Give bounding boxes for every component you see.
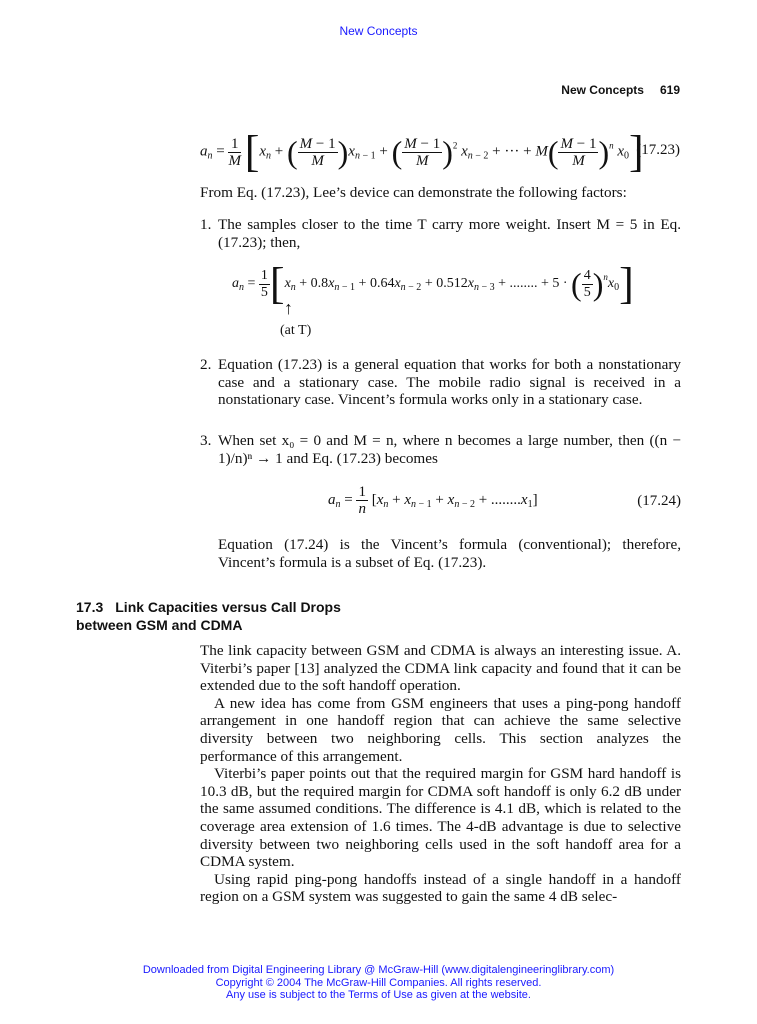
arrow-up-icon: ↑ (284, 298, 293, 318)
list-item-2-text: Equation (17.23) is a general equation that works for both a nonstationary case and a stationary case. The mobile radio signal is received in a nonstationary case. Vincent’s formula works only in a stationary case. (218, 356, 681, 409)
section-title-line1: Link Capacities versus Call Drops (115, 599, 341, 615)
section-body (200, 642, 681, 906)
list-item-1: 1. The samples closer to the time T carry more weight. Insert M = 5 in Eq. (17.23); then, (200, 216, 681, 251)
list-item-2: 2. Equation (17.23) is a general equation that works for both a nonstationary case and a stationary case. The mobile radio signal is received in a nonstationary case. Vincent’s formula works only in a stationary case. (200, 356, 681, 409)
running-head (500, 83, 680, 97)
footer-copyright: Copyright © 2004 The McGraw-Hill Companies. All rights reserved. (215, 976, 542, 989)
equation-17-23 (200, 128, 680, 178)
page-number: 619 (659, 83, 680, 97)
equation-m5 (232, 259, 662, 312)
section-heading (76, 598, 476, 634)
running-title: New Concepts (561, 83, 644, 97)
list-item-1-text: The samples closer to the time T carry more weight. Insert M = 5 in Eq. (17.23); then, (218, 216, 681, 251)
at-T-label: (at T) (280, 323, 312, 338)
paragraph-2: A new idea has come from GSM engineers that uses a ping-pong handoff arrangement in one handoff region that can achieve the same selective diversity between two neighboring cells. This section analyzes the performance of this arrangement. (200, 694, 681, 765)
footer-terms-link[interactable]: Any use is subject to the Terms of Use as given at the website. (226, 989, 531, 1001)
after-equation-text: Equation (17.24) is the Vincent’s formula (conventional); therefore, Vincent’s formula is a subset of Eq. (17.23). (218, 536, 681, 571)
intro-sentence: From Eq. (17.23), Lee’s device can demonstrate the following factors: (200, 184, 627, 201)
equation-m5-body: $a_n$ = $\frac{1}{5}$ [$x_n + 0.8x_{n - 1} + 0.64x_{n - 2} + 0.512x_{n - 3}$ + ........ + 5 · ( $\frac{4}{5}$ )$^nx_0$] (232, 259, 634, 308)
equation-17-24-body: $a_n$ = $\frac{1}{n}$ $[x_n + x_{n - 1} + x_{n - 2} + ........x_1]$ (328, 484, 538, 517)
equation-number-17-23: (17.23) (636, 142, 680, 158)
list-item-3: 3. When set x₀ = 0 and M = n, where n becomes a large number, then ((n − 1)/n)ⁿ → 1 and Eq. (17.23) becomes (200, 432, 681, 467)
footer (0, 964, 757, 1002)
paragraph-1: The link capacity between GSM and CDMA is always an interesting issue. A. Viterbi’s paper [13] analyzed the CDMA link capacity and found that it can be extended due to the soft handoff operation. (200, 642, 681, 695)
footer-download-link[interactable]: Downloaded from Digital Engineering Library @ McGraw-Hill (www.digitalengineeringlibrary.com) (142, 964, 615, 976)
paragraph-3: Viterbi’s paper points out that the required margin for GSM hard handoff is 10.3 dB, but the required margin for CDMA soft handoff is only 6.2 dB under the same assumed conditions. The difference is 4.1 dB, which is related to the coverage area extension of 1.6 times. The 4-dB advantage is due to selective diversity between two neighboring cells used in the soft handoff area for a CDMA system. (200, 765, 681, 871)
section-title-line2: between GSM and CDMA (76, 617, 243, 633)
paragraph-4: Using rapid ping-pong handoffs instead of a single handoff in a handoff region on a GSM system was suggested to gain the same 4 dB selec- (200, 870, 681, 906)
equation-number-17-24: (17.24) (637, 493, 681, 509)
top-link[interactable]: New Concepts (339, 24, 418, 38)
list-item-3-text: When set x₀ = 0 and M = n, where n becomes a large number, then ((n − 1)/n)ⁿ → 1 and Eq. (17.23) becomes (218, 432, 681, 467)
section-number: 17.3 (76, 599, 104, 615)
equation-17-24 (328, 484, 681, 524)
equation-17-23-body: $a_n$ = $\frac{1}{M}$ [$x_n$ + ( $\frac{M - 1}{M}$ )$x_{n - 1}$ + ( $\frac{M - 1}{M}$ )$^2$ $x_{n - 2}$ + ··· + M( $\frac{M - 1}{M}$ )$^n$ $x_0$] (200, 127, 644, 176)
